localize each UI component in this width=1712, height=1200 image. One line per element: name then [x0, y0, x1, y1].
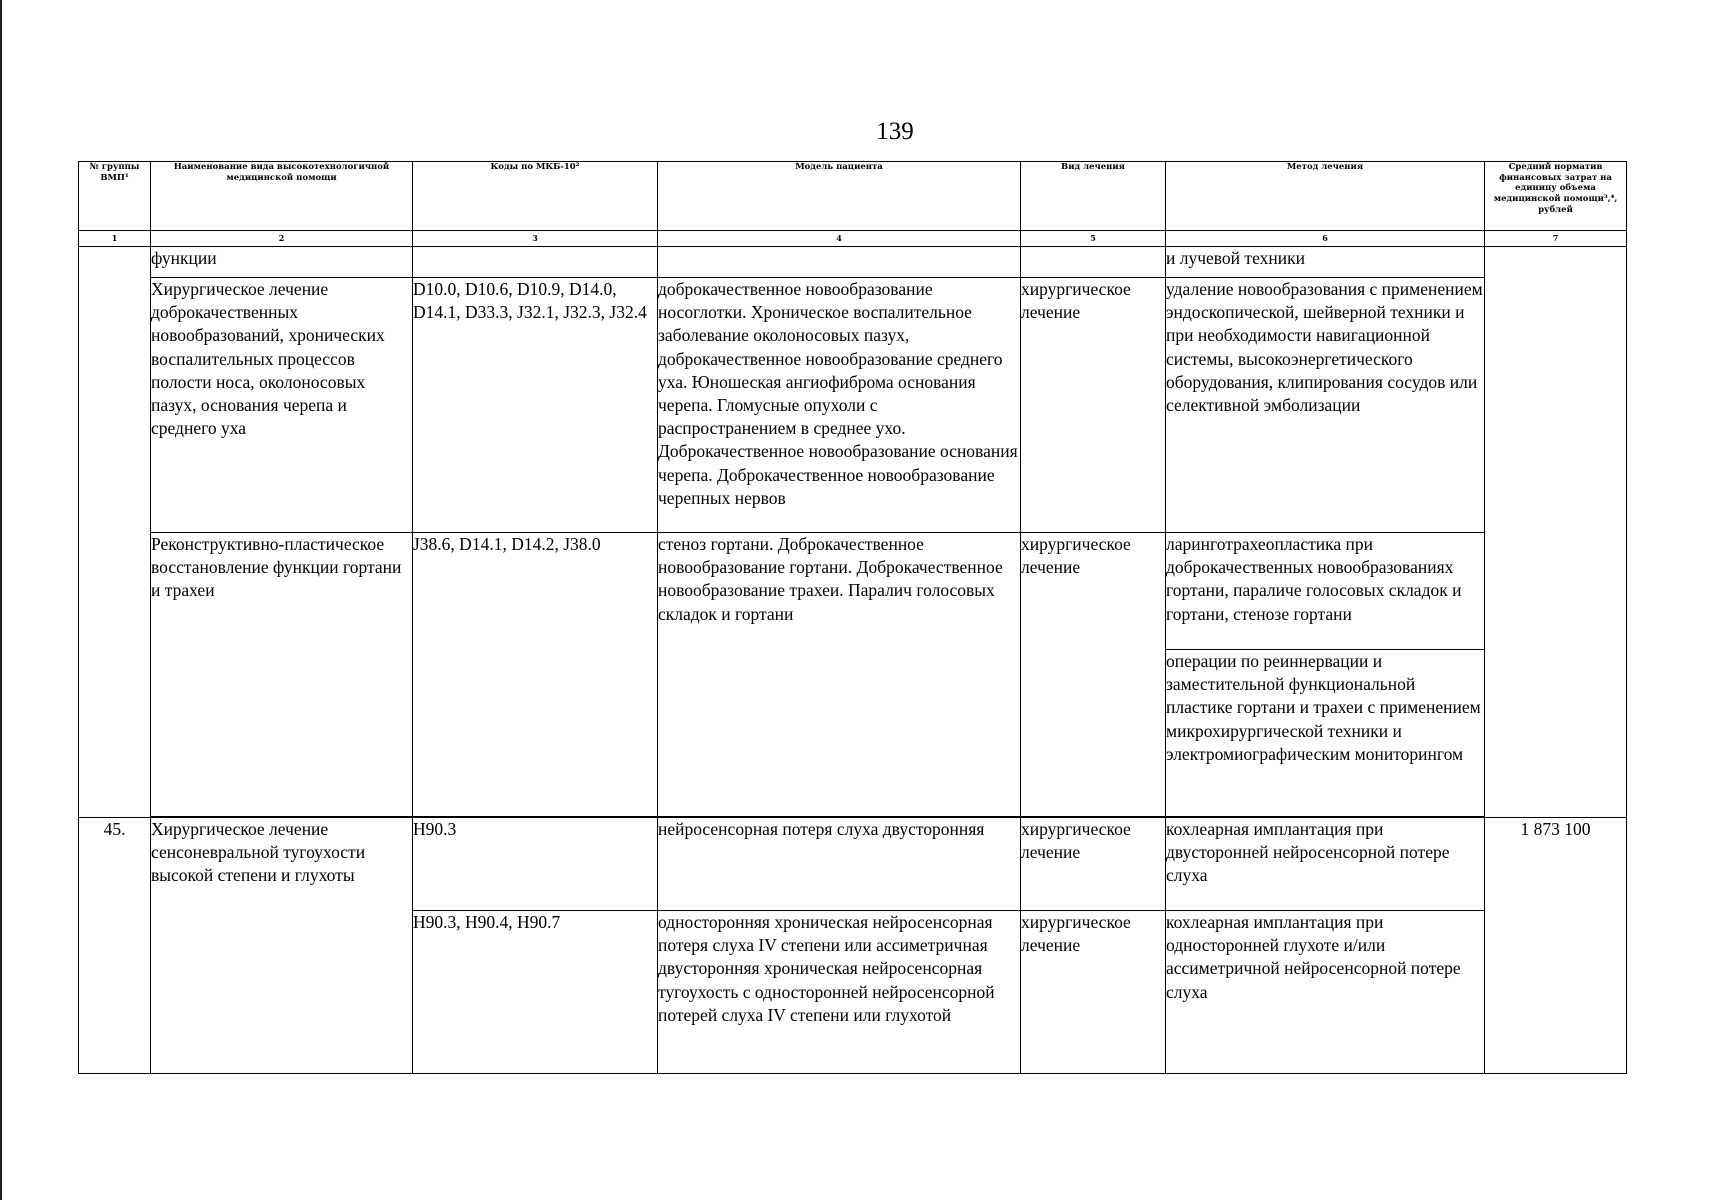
treatment-type-cell: хирургическое лечение — [1021, 278, 1166, 533]
care-type-cell: Хирургическое лечение доброкачественных новообразований, хронических воспалительных процессов полости носа, околоносовых пазух, основания черепа и среднего уха — [151, 278, 413, 533]
icd-codes-cell: J38.6, D14.1, D14.2, J38.0 — [413, 533, 658, 817]
patient-model-cell: доброкачественное новообразование носоглотки. Хроническое воспалительное заболевание околоносовых пазух, доброкачественное новообразование среднего уха. Юношеская ангиофиброма основания черепа. Гломусные опухоли с распространением в среднее ухо. Доброкачественное новообразование основания черепа. Доброкачественное новообразование черепных нервов — [658, 278, 1021, 533]
page-number: 139 — [876, 118, 914, 145]
cost-cell — [1485, 247, 1627, 818]
column-number: 5 — [1021, 231, 1166, 247]
care-type-cell: функции — [151, 247, 413, 278]
column-number: 6 — [1166, 231, 1485, 247]
patient-model-cell — [658, 247, 1021, 278]
table-row — [79, 533, 1627, 650]
icd-codes-cell — [413, 247, 658, 278]
header-icd-codes: Коды по МКБ-10² — [413, 162, 658, 231]
treatment-type-cell: хирургическое лечение — [1021, 818, 1166, 911]
scan-edge — [0, 0, 2, 1200]
treatment-type-cell: хирургическое лечение — [1021, 533, 1166, 817]
treatment-type-cell: хирургическое лечение — [1021, 911, 1166, 1074]
treatment-method-cell: ларинготрахеопластика при доброкачественных новообразованиях гортани, параличе голосовых складок и гортани, стенозе гортани — [1166, 533, 1485, 650]
treatment-method-cell: и лучевой техники — [1166, 247, 1485, 278]
header-care-type: Наименование вида высокотехнологичной медицинской помощи — [151, 162, 413, 231]
icd-codes-cell: H90.3, H90.4, H90.7 — [413, 911, 658, 1074]
icd-codes-cell: H90.3 — [413, 818, 658, 911]
table-row — [79, 247, 1627, 278]
column-number: 7 — [1485, 231, 1627, 247]
patient-model-cell: нейросенсорная потеря слуха двусторонняя — [658, 818, 1021, 911]
treatment-method-cell: операции по реиннервации и заместительной функциональной пластике гортани и трахеи с применением микрохирургической техники и электромиографическим мониторингом — [1166, 650, 1485, 817]
table-row — [79, 818, 1627, 911]
group-number-cell — [79, 247, 151, 818]
header-treatment-method: Метод лечения — [1166, 162, 1485, 231]
column-number: 1 — [79, 231, 151, 247]
column-number: 3 — [413, 231, 658, 247]
treatment-type-cell — [1021, 247, 1166, 278]
care-type-cell: Хирургическое лечение сенсоневральной тугоухости высокой степени и глухоты — [151, 818, 413, 1074]
header-treatment-type: Вид лечения — [1021, 162, 1166, 231]
patient-model-cell: односторонняя хроническая нейросенсорная потеря слуха IV степени или ассиметричная двусторонняя хроническая нейросенсорная тугоухость с односторонней нейросенсорной потерей слуха IV степени или глухотой — [658, 911, 1021, 1074]
patient-model-cell: стеноз гортани. Доброкачественное новообразование гортани. Доброкачественное новообразование трахеи. Паралич голосовых складок и гортани — [658, 533, 1021, 817]
table-header-row — [79, 162, 1627, 231]
column-number: 4 — [658, 231, 1021, 247]
group-number-cell: 45. — [79, 818, 151, 1074]
header-group-number: № группы ВМП¹ — [79, 162, 151, 231]
column-number: 2 — [151, 231, 413, 247]
vmp-table — [78, 161, 1627, 1074]
care-type-cell: Реконструктивно-пластическое восстановление функции гортани и трахеи — [151, 533, 413, 817]
cost-cell: 1 873 100 — [1485, 818, 1627, 1074]
treatment-method-cell: удаление новообразования с применением эндоскопической, шейверной техники и при необходимости навигационной системы, высокоэнергетического оборудования, клипирования сосудов или селективной эмболизации — [1166, 278, 1485, 533]
treatment-method-cell: кохлеарная имплантация при односторонней глухоте и/или ассиметричной нейросенсорной потере слуха — [1166, 911, 1485, 1074]
table-row — [79, 278, 1627, 533]
header-patient-model: Модель пациента — [658, 162, 1021, 231]
column-number-row — [79, 231, 1627, 247]
header-cost-norm: Средний норматив финансовых затрат на единицу объема медицинской помощи³,⁴, рублей — [1485, 162, 1627, 231]
icd-codes-cell: D10.0, D10.6, D10.9, D14.0, D14.1, D33.3, J32.1, J32.3, J32.4 — [413, 278, 658, 533]
treatment-method-cell: кохлеарная имплантация при двусторонней нейросенсорной потере слуха — [1166, 818, 1485, 911]
